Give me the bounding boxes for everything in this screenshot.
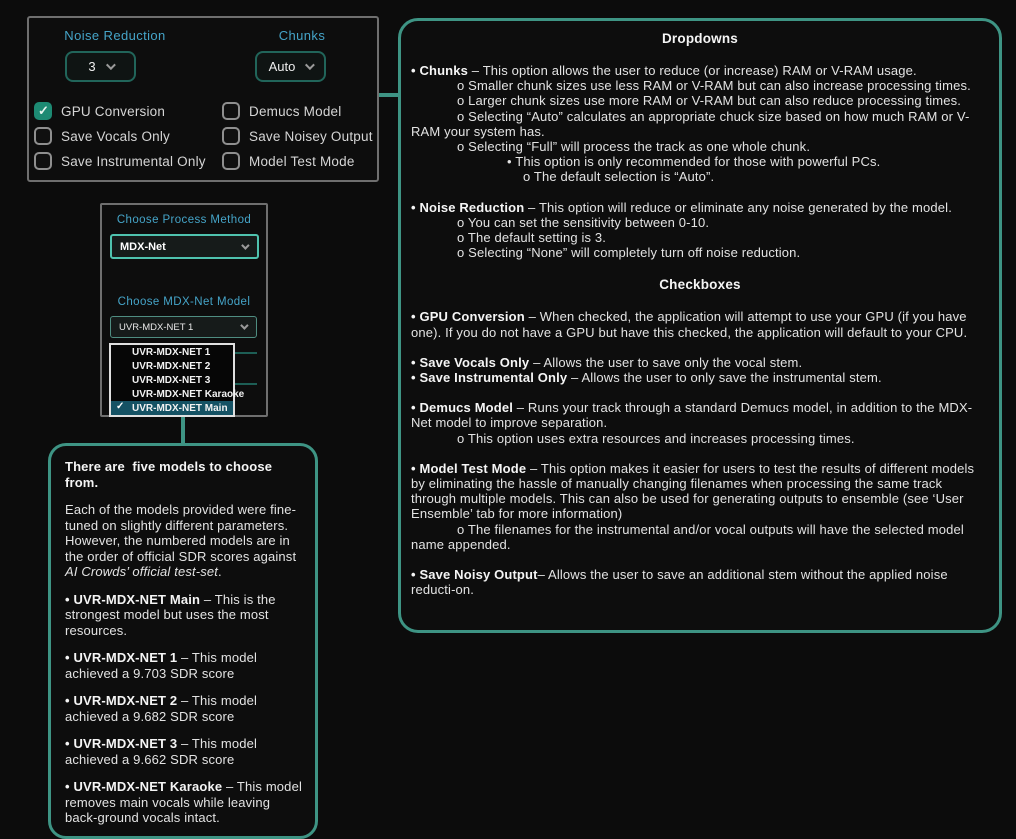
process-method-panel — [100, 203, 268, 417]
text-segment: – This is the strongest model but uses the most resources. — [65, 591, 280, 638]
process-method-value: MDX-Net — [120, 240, 166, 253]
paragraph-gap — [411, 260, 989, 275]
text-line — [65, 736, 302, 767]
text-line — [411, 370, 989, 385]
paragraph-gap — [411, 385, 989, 400]
checkbox-row — [34, 102, 206, 120]
text-segment: o Selecting “Auto” calculates an appropriate chuck size based on how much RAM or V-RAM your system has. — [411, 108, 970, 139]
choose-mdx-model-label: Choose MDX-Net Model — [117, 296, 251, 308]
text-segment: • UVR-MDX-NET 1 — [65, 650, 182, 665]
text-line — [411, 200, 989, 215]
text-line — [411, 154, 989, 169]
chevron-down-icon — [241, 241, 249, 249]
section-heading: Dropdowns — [661, 31, 739, 46]
checkbox-save-noisey-output[interactable] — [222, 127, 240, 145]
text-segment: Each of the models provided were fine-tuned on slightly different parameters. However, the numbered models are in the order of official SDR scores against — [65, 502, 300, 564]
option-label: ✓ UVR-MDX-NET Main — [132, 402, 228, 414]
option-label: UVR-MDX-NET 3 — [132, 374, 211, 386]
paragraph-gap — [65, 490, 302, 502]
chunks-select[interactable] — [255, 51, 326, 82]
checkbox-column-left — [34, 102, 206, 170]
text-line — [65, 592, 302, 639]
text-line — [411, 522, 989, 552]
checkbox-label-demucs-model: Demucs Model — [249, 103, 342, 119]
option-uvr-mdx-net-1[interactable] — [111, 345, 233, 359]
option-uvr-mdx-net-main[interactable] — [111, 401, 233, 415]
checkbox-row — [34, 127, 206, 145]
paragraph-gap — [65, 681, 302, 693]
checkbox-row — [34, 152, 206, 170]
text-segment: • Chunks — [411, 63, 472, 78]
checkbox-label-save-instrumental-only: Save Instrumental Only — [61, 153, 206, 169]
text-segment: • UVR-MDX-NET Main — [65, 591, 204, 607]
text-line — [411, 431, 989, 446]
paragraph-gap — [411, 185, 989, 200]
text-segment: • Demucs Model — [411, 400, 517, 416]
text-segment: o Selecting “Full” will process the track as one whole chunk. — [457, 139, 811, 155]
chevron-down-icon — [305, 60, 315, 70]
text-segment: – Runs your track through a standard Demucs model, in addition to the MDX-Net model to improve separation. — [411, 400, 973, 431]
mdx-model-select[interactable] — [110, 316, 257, 338]
text-segment: • Save Vocals Only — [411, 354, 534, 370]
text-line — [411, 461, 989, 522]
text-segment: • This option is only recommended for those with powerful PCs. — [507, 154, 881, 170]
text-segment: – This model removes main vocals while leaving back-ground vocals intact. — [65, 779, 306, 825]
paragraph-gap — [411, 294, 989, 309]
text-segment: o The default selection is “Auto”. — [523, 169, 715, 185]
text-segment: • GPU Conversion — [411, 309, 529, 325]
checkbox-label-save-vocals-only: Save Vocals Only — [61, 128, 171, 144]
checkbox-column-right — [222, 102, 373, 170]
text-line — [411, 400, 989, 430]
checkbox-gpu-conversion[interactable] — [34, 102, 52, 120]
text-segment: o You can set the sensitivity between 0-10. — [457, 214, 710, 230]
models-note-callout — [48, 443, 318, 839]
paragraph-gap — [411, 340, 989, 355]
option-label: UVR-MDX-NET Karaoke — [132, 388, 245, 400]
text-segment: . — [218, 564, 222, 579]
checkbox-label-gpu-conversion: GPU Conversion — [61, 103, 166, 119]
text-line — [411, 169, 989, 184]
text-line — [65, 693, 302, 724]
paragraph-gap — [65, 724, 302, 736]
paragraph-gap — [411, 552, 989, 567]
text-line — [411, 78, 989, 93]
checkbox-label-model-test-mode: Model Test Mode — [249, 153, 355, 169]
option-uvr-mdx-net-2[interactable] — [111, 359, 233, 373]
text-segment: o The filenames for the instrumental and/or vocal outputs will have the selected model name appended. — [411, 521, 968, 552]
text-line — [411, 245, 989, 260]
text-segment: • Noise Reduction — [411, 199, 529, 215]
process-method-select[interactable] — [110, 234, 259, 259]
mdx-settings-panel — [27, 16, 379, 182]
text-segment: AI Crowds’ official test-set — [65, 564, 219, 579]
text-line — [411, 567, 989, 597]
paragraph-gap — [65, 638, 302, 650]
text-segment: – Allows the user to save only the vocal stem. — [533, 354, 803, 370]
chevron-down-icon — [240, 321, 248, 329]
checkbox-row — [222, 102, 373, 120]
text-segment: – This option will reduce or eliminate any noise generated by the model. — [528, 199, 952, 215]
text-segment: o The default setting is 3. — [457, 230, 607, 246]
text-line — [411, 139, 989, 154]
checkbox-row — [222, 152, 373, 170]
text-segment: o Selecting “None” will completely turn off noise reduction. — [457, 245, 801, 261]
text-segment: – Allows the user to only save the instrumental stem. — [571, 370, 882, 386]
paragraph-gap — [411, 446, 989, 461]
noise-reduction-select[interactable] — [65, 51, 136, 82]
paragraph-gap — [65, 767, 302, 779]
text-line — [411, 355, 989, 370]
callout-connector-line — [181, 417, 185, 444]
callout-connector-line — [379, 93, 400, 97]
text-segment: • Save Instrumental Only — [411, 370, 572, 386]
option-label: UVR-MDX-NET 2 — [132, 360, 211, 372]
text-line — [411, 230, 989, 245]
text-line — [65, 459, 302, 490]
text-line — [411, 109, 989, 139]
mdx-model-value: UVR-MDX-NET 1 — [119, 321, 194, 333]
text-segment: o This option uses extra resources and increases processing times. — [457, 430, 855, 446]
text-line — [65, 779, 306, 826]
checkbox-demucs-model[interactable] — [222, 102, 240, 120]
text-segment: • UVR-MDX-NET Karaoke — [65, 779, 226, 794]
text-line — [65, 650, 302, 681]
dropdowns-checkboxes-help-callout — [398, 18, 1002, 633]
chunks-label: Chunks — [278, 28, 326, 43]
text-segment: – This model achieved a 9.703 SDR score — [65, 650, 261, 681]
checkbox-save-vocals-only[interactable] — [34, 127, 52, 145]
section-heading: Checkboxes — [659, 277, 741, 293]
text-segment: – This model achieved a 9.662 SDR score — [65, 736, 261, 767]
text-line — [411, 93, 989, 108]
chunks-value: Auto — [268, 59, 296, 74]
option-uvr-mdx-net-karaoke[interactable] — [111, 387, 245, 401]
text-line — [411, 63, 989, 78]
text-segment: o Smaller chunk sizes use less RAM or V-RAM but can also increase processing times. — [457, 78, 971, 94]
text-segment: – When checked, the application will attempt to use your GPU (if you have one). If you do not have a GPU but have this checked, the application will default to your CPU. — [411, 309, 971, 340]
text-segment: – This model achieved a 9.682 SDR score — [65, 693, 261, 724]
text-segment: – This option makes it easier for users to test the results of different models by eliminating the hassle of manually changing filenames when processing the same track through multiple models. This can also be used for generating outputs to ensemble (see ‘User Ensemble’ tab for more information) — [411, 460, 978, 522]
noise-reduction-value: 3 — [88, 59, 96, 74]
checkbox-model-test-mode[interactable] — [222, 152, 240, 170]
text-segment: – This option allows the user to reduce (or increase) RAM or V-RAM usage. — [471, 63, 917, 78]
text-segment: o Larger chunk sizes use more RAM or V-RAM but can also reduce processing times. — [457, 93, 962, 109]
option-label: UVR-MDX-NET 1 — [132, 346, 211, 358]
noise-reduction-label: Noise Reduction — [64, 28, 166, 43]
text-segment: – Allows the user to save an additional stem without the applied noise reducti-on. — [411, 567, 952, 598]
text-segment: There are five models to choose from. — [65, 459, 276, 490]
paragraph-gap — [411, 48, 989, 63]
choose-process-method-label: Choose Process Method — [116, 214, 252, 226]
checkbox-save-instrumental-only[interactable] — [34, 152, 52, 170]
checkbox-label-save-noisey-output: Save Noisey Output — [249, 128, 373, 144]
text-segment: • Model Test Mode — [411, 460, 530, 476]
text-line — [65, 502, 302, 580]
option-uvr-mdx-net-3[interactable] — [111, 373, 233, 387]
text-line — [411, 309, 989, 339]
paragraph-gap — [65, 580, 302, 592]
text-line — [411, 215, 989, 230]
mdx-model-dropdown-list — [109, 343, 245, 417]
checkbox-row — [222, 127, 373, 145]
text-segment: • UVR-MDX-NET 2 — [65, 693, 182, 708]
text-segment: • Save Noisy Output — [411, 567, 538, 583]
chevron-down-icon — [106, 60, 116, 70]
text-segment: • UVR-MDX-NET 3 — [65, 736, 182, 751]
